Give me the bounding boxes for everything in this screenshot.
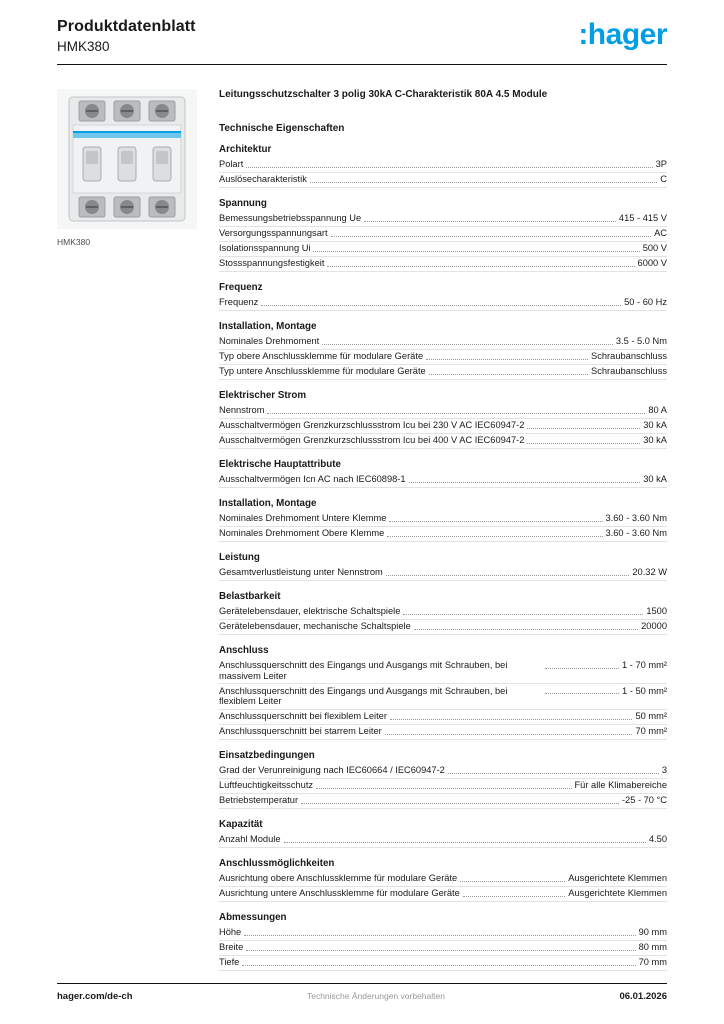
spec-label: Ausschaltvermögen Grenzkurzschlussstrom Icu bei 230 V AC IEC60947-2 [219,420,525,430]
spec-label: Typ obere Anschlussklemme für modulare Geräte [219,351,424,361]
spec-section [219,321,667,380]
leader-dots [545,660,620,669]
leader-dots [545,686,620,695]
spec-row [219,242,667,257]
section-title: Einsatzbedingungen [219,749,315,761]
section-rows [219,158,667,188]
spec-section [219,459,667,488]
spec-section [219,591,667,635]
spec-label: Anschlussquerschnitt des Eingangs und Ausgangs mit Schrauben, bei flexiblem Leiter [219,685,508,706]
spec-row [219,404,667,419]
leader-dots [390,711,633,720]
section-title: Installation, Montage [219,497,317,509]
spec-value: 20.32 W [632,567,667,577]
section-rows [219,605,667,635]
product-reference: HMK380 [57,39,110,54]
leader-dots [426,351,588,360]
spec-label: Anschlussquerschnitt bei starrem Leiter [219,726,382,736]
spec-value: 80 mm [638,942,667,952]
page-header [57,18,667,65]
spec-label: Polart [219,159,244,169]
leader-dots [246,159,652,168]
section-rows [219,926,667,971]
spec-row [219,257,667,272]
leader-dots [387,528,602,537]
spec-row [219,926,667,941]
spec-section [219,552,667,581]
spec-row [219,227,667,242]
section-rows [219,512,667,542]
spec-row [219,512,667,527]
spec-label: Ausschaltvermögen Icn AC nach IEC60898-1 [219,474,406,484]
leader-dots [301,795,619,804]
product-image [57,89,197,229]
spec-value: 1 - 70 mm² [622,660,667,670]
section-title: Abmessungen [219,911,287,923]
leader-dots [463,888,565,897]
leader-dots [244,927,635,936]
spec-value: 30 kA [643,420,667,430]
spec-value: 3.5 - 5.0 Nm [615,336,667,346]
spec-label: Tiefe [219,957,240,967]
spec-section [219,858,667,902]
leader-dots [242,957,635,966]
leader-dots [385,726,633,735]
spec-label: Isolationsspannung Ui [219,243,311,253]
spec-row [219,941,667,956]
image-caption: HMK380 [57,237,91,247]
leader-dots [327,258,634,267]
footer-website-link[interactable]: hager.com/de-ch [57,991,133,1002]
spec-label: Anzahl Module [219,834,281,844]
leader-dots [386,567,630,576]
spec-value: 6000 V [637,258,667,268]
spec-label: Versorgungsspannungsart [219,228,328,238]
spec-label: Höhe [219,927,242,937]
spec-row [219,473,667,488]
spec-value: AC [654,228,667,238]
section-rows [219,212,667,272]
spec-row [219,659,667,685]
spec-label: Grad der Verunreinigung nach IEC60664 / IEC60947-2 [219,765,445,775]
leader-dots [460,873,565,882]
section-title: Elektrische Hauptattribute [219,458,341,470]
spec-value: 3.60 - 3.60 Nm [605,528,667,538]
header-titles [57,18,196,54]
specifications-column [219,89,667,971]
spec-section [219,282,667,311]
spec-value: 500 V [642,243,667,253]
spec-section [219,819,667,848]
spec-section [219,144,667,188]
spec-value: 30 kA [643,474,667,484]
spec-row [219,434,667,449]
leader-dots [322,336,613,345]
spec-label: Ausrichtung untere Anschlussklemme für modulare Geräte [219,888,460,898]
spec-label: Anschlussquerschnitt bei flexiblem Leiter [219,711,387,721]
spec-value: 80 A [648,405,667,415]
spec-row [219,605,667,620]
spec-value: C [660,174,667,184]
spec-value: 70 mm [638,957,667,967]
spec-row [219,365,667,380]
leader-dots [429,366,588,375]
technical-properties-heading: Technische Eigenschaften [219,122,345,134]
product-title: Leitungsschutzschalter 3 polig 30kA C-Charakteristik 80A 4.5 Module [219,89,548,100]
spec-label: Nominales Drehmoment Untere Klemme [219,513,387,523]
spec-value: Für alle Klimabereiche [574,780,667,790]
spec-label: Auslösecharakteristik [219,174,307,184]
footer-disclaimer: Technische Änderungen vorbehalten [306,991,445,1001]
spec-label: Breite [219,942,244,952]
spec-row [219,158,667,173]
section-title: Spannung [219,197,267,209]
spec-label: Ausrichtung obere Anschlussklemme für modulare Geräte [219,873,458,883]
spec-row [219,794,667,809]
section-rows [219,872,667,902]
spec-label: Typ untere Anschlussklemme für modulare Geräte [219,366,426,376]
leader-dots [313,243,639,252]
spec-row [219,833,667,848]
spec-value: -25 - 70 °C [621,795,667,805]
section-title: Anschluss [219,644,269,656]
spec-value: 50 mm² [635,711,667,721]
leader-dots [364,213,616,222]
section-rows [219,566,667,581]
spec-section [219,498,667,542]
spec-value: 1 - 50 mm² [622,685,667,696]
spec-label: Nominales Drehmoment [219,336,320,346]
spec-row [219,212,667,227]
section-rows [219,473,667,488]
spec-value: 4.50 [648,834,667,844]
spec-value: 3P [655,159,667,169]
spec-row [219,350,667,365]
spec-value: 50 - 60 Hz [624,297,667,307]
leader-dots [316,780,571,789]
product-image-column [57,89,197,971]
section-title: Architektur [219,143,272,155]
spec-value: 415 - 415 V [618,213,667,223]
spec-label: Ausschaltvermögen Grenzkurzschlussstrom Icu bei 400 V AC IEC60947-2 [219,435,525,445]
spec-label: Gerätelebensdauer, elektrische Schaltspiele [219,606,401,616]
spec-row [219,296,667,311]
section-title: Belastbarkeit [219,590,281,602]
spec-value: 20000 [641,621,667,631]
spec-label: Frequenz [219,297,259,307]
spec-row [219,335,667,350]
spec-section [219,912,667,971]
spec-row [219,419,667,434]
spec-row [219,710,667,725]
leader-dots [331,228,652,237]
section-title: Leistung [219,551,260,563]
section-rows [219,296,667,311]
spec-label: Gesamtverlustleistung unter Nennstrom [219,567,383,577]
hager-logo: :hager [578,18,667,51]
circuit-breaker-illustration [63,95,191,223]
section-rows [219,335,667,380]
spec-value: Schraubanschluss [591,366,667,376]
spec-value: Ausgerichtete Klemmen [568,888,667,898]
spec-label: Anschlussquerschnitt des Eingangs und Ausgangs mit Schrauben, bei massivem Leiter [219,660,508,681]
spec-section [219,390,667,449]
spec-value: 1500 [646,606,667,616]
section-title: Kapazität [219,818,263,830]
spec-label: Stossspannungsfestigkeit [219,258,325,268]
spec-value: 90 mm [638,927,667,937]
leader-dots [403,606,643,615]
spec-row [219,620,667,635]
spec-row [219,173,667,188]
spec-label: Nennstrom [219,405,265,415]
spec-row [219,872,667,887]
spec-value: 3.60 - 3.60 Nm [605,513,667,523]
spec-label: Betriebstemperatur [219,795,299,805]
leader-dots [527,420,640,429]
section-rows [219,404,667,449]
spec-row [219,779,667,794]
spec-row [219,887,667,902]
leader-dots [448,765,659,774]
leader-dots [246,942,635,951]
document-title: Produktdatenblatt [57,18,196,35]
spec-label: Gerätelebensdauer, mechanische Schaltspiele [219,621,411,631]
spec-section [219,198,667,272]
spec-row [219,725,667,740]
main-content [57,89,667,971]
spec-row [219,566,667,581]
spec-row [219,527,667,542]
spec-value: 30 kA [643,435,667,445]
spec-section [219,645,667,740]
spec-row [219,684,667,710]
section-rows [219,764,667,809]
spec-value: Ausgerichtete Klemmen [568,873,667,883]
section-title: Frequenz [219,281,263,293]
spec-label: Bemessungsbetriebsspannung Ue [219,213,362,223]
leader-dots [310,174,657,183]
leader-dots [261,297,621,306]
section-rows [219,833,667,848]
footer-date: 06.01.2026 [619,991,667,1002]
spec-row [219,956,667,971]
spec-value: 70 mm² [635,726,667,736]
leader-dots [414,621,638,630]
spec-row [219,764,667,779]
leader-dots [527,435,640,444]
spec-value: Schraubanschluss [591,351,667,361]
spec-label: Nominales Drehmoment Obere Klemme [219,528,385,538]
leader-dots [267,405,645,414]
section-title: Installation, Montage [219,320,317,332]
section-title: Anschlussmöglichkeiten [219,857,335,869]
spec-section [219,750,667,809]
spec-sections [219,144,667,971]
section-rows [219,659,667,740]
leader-dots [389,513,602,522]
spec-label: Luftfeuchtigkeitsschutz [219,780,314,790]
leader-dots [409,474,641,483]
spec-value: 3 [661,765,667,775]
leader-dots [284,834,646,843]
section-title: Elektrischer Strom [219,389,307,401]
page-footer [57,983,667,1002]
